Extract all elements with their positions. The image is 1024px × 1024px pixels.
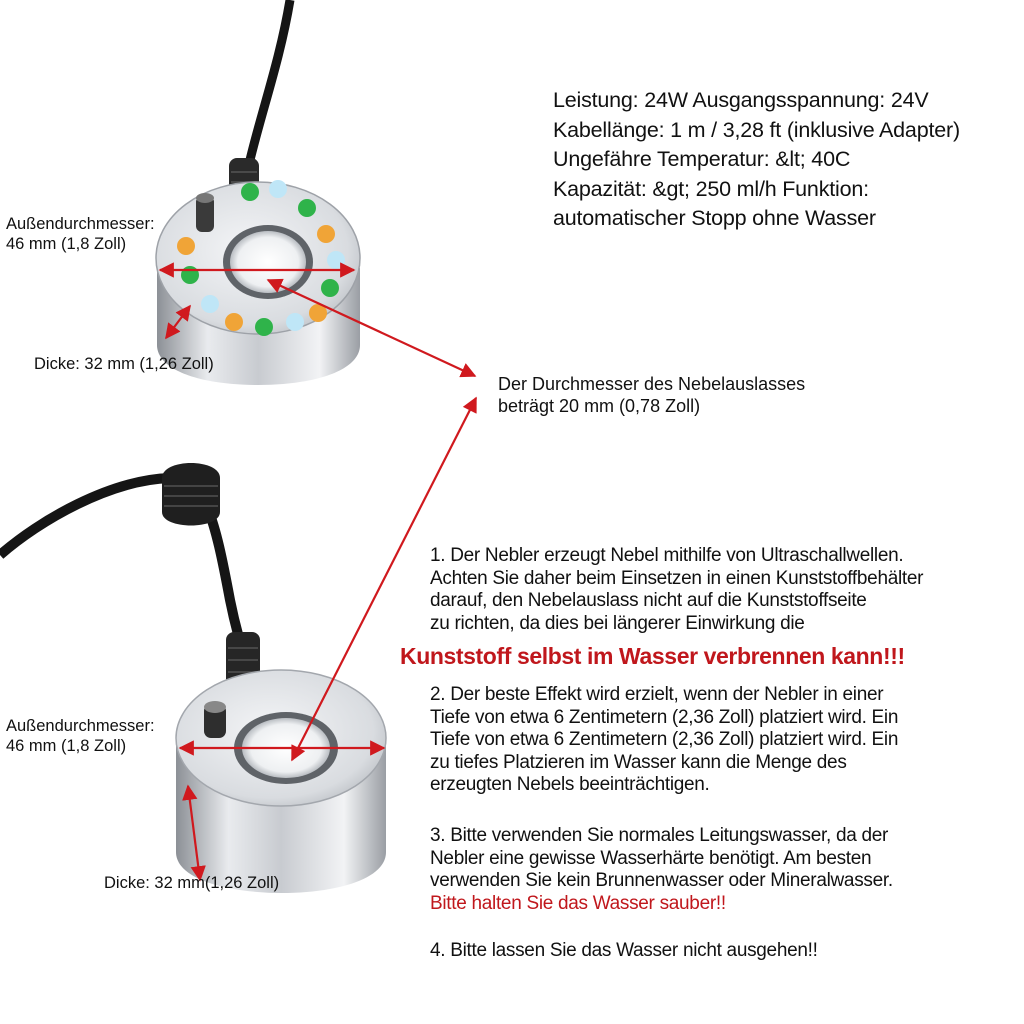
- top-diameter-label: [6, 214, 155, 254]
- note-line: Tiefe von etwa 6 Zentimetern (2,36 Zoll) platziert wird. Ein: [430, 729, 899, 750]
- label-line: beträgt 20 mm (0,78 Zoll): [498, 396, 701, 416]
- note-line: verwenden Sie kein Brunnenwasser oder Mineralwasser.: [430, 870, 893, 891]
- note-line: Tiefe von etwa 6 Zentimetern (2,36 Zoll) platziert wird. Ein: [430, 706, 899, 728]
- bottom-thickness-label: Dicke: 32 mm(1,26 Zoll): [104, 874, 280, 892]
- power-cable: [250, 0, 290, 160]
- spec-line: Kapazität: &gt; 250 ml/h Funktion:: [553, 176, 869, 201]
- note-line: erzeugten Nebels beeinträchtigen.: [430, 774, 710, 795]
- clean-water-warning: Bitte halten Sie das Wasser sauber!!: [430, 892, 726, 914]
- note-line: darauf, den Nebelauslass nicht auf die Kunststoffseite: [430, 590, 867, 611]
- spec-line: Kabellänge: 1 m / 3,28 ft (inklusive Adapter): [553, 117, 960, 142]
- note-line: Achten Sie daher beim Einsetzen in einen Kunststoffbehälter: [430, 567, 924, 589]
- top-thickness-label: Dicke: 32 mm (1,26 Zoll): [34, 355, 214, 373]
- label-line: 46 mm (1,8 Zoll): [6, 737, 127, 755]
- bottom-diameter-label: [6, 716, 155, 756]
- note-line: 1. Der Nebler erzeugt Nebel mithilfe von Ultraschallwellen.: [430, 545, 904, 566]
- note-2: [430, 684, 898, 797]
- note-line: Nebler eine gewisse Wasserhärte benötigt. Am besten: [430, 847, 872, 869]
- note-line: 3. Bitte verwenden Sie normales Leitungswasser, da der: [430, 825, 889, 846]
- label-line: 46 mm (1,8 Zoll): [6, 235, 127, 253]
- warning-text: Kunststoff selbst im Wasser verbrennen kann!!!: [400, 643, 905, 669]
- spec-line: Ungefähre Temperatur: &lt; 40C: [553, 147, 851, 171]
- cable-float: [162, 463, 220, 526]
- note-1: [430, 545, 923, 635]
- outlet-disc: [230, 231, 306, 293]
- note-line: zu richten, da dies bei längerer Einwirkung die: [430, 612, 805, 634]
- note-line: zu tiefes Platzieren im Wasser kann die Menge des: [430, 751, 847, 773]
- note-line: 2. Der beste Effekt wird erzielt, wenn der Nebler in einer: [430, 684, 884, 705]
- note-3: [430, 825, 893, 915]
- label-line: Außendurchmesser:: [6, 215, 155, 233]
- specs-block: [553, 86, 960, 234]
- outlet-diameter-label: [498, 373, 805, 417]
- spec-line: automatischer Stopp ohne Wasser: [553, 206, 876, 230]
- label-line: Der Durchmesser des Nebelauslasses: [498, 374, 806, 394]
- spec-line: Leistung: 24W Ausgangsspannung: 24V: [553, 88, 929, 112]
- top-device: [156, 0, 360, 385]
- note-4: [430, 940, 818, 963]
- note-line: 4. Bitte lassen Sie das Wasser nicht ausgehen!!: [430, 940, 818, 961]
- label-line: Außendurchmesser:: [6, 717, 155, 735]
